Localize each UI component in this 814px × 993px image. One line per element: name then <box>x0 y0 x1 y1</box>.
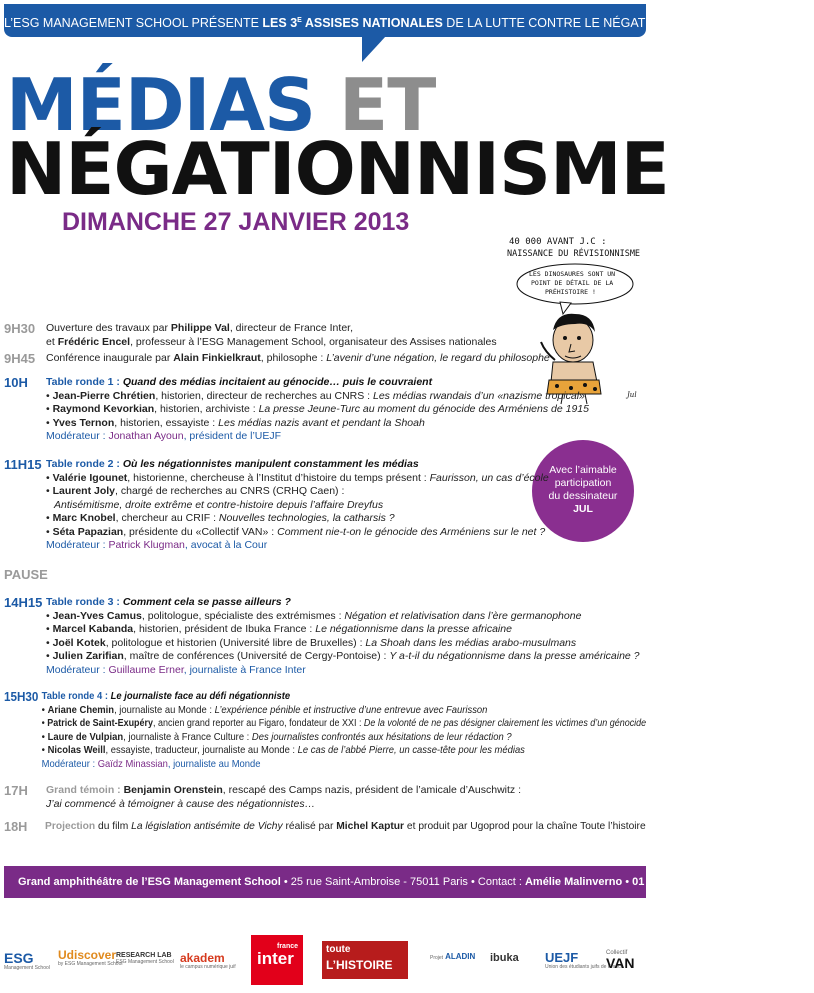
speaker: Julien Zarifian <box>52 650 124 662</box>
text: , philosophe : <box>260 352 327 364</box>
logo-akadem <box>180 952 236 970</box>
talk-title: Négation et relativisation dans l’ère germanophone <box>344 609 582 622</box>
logo-toute-text: toute <box>326 944 351 955</box>
circle-line-1: Avec l’aimable <box>549 464 617 476</box>
speaker: Philippe Val <box>170 322 230 334</box>
pause-label: PAUSE <box>4 567 48 582</box>
text: , chargé de recherches au CNRS (CRHQ Caen) : <box>115 485 345 497</box>
text: et produit par Ugoprod pour la chaîne Toute l’histoire <box>404 820 646 832</box>
director: Michel Kaptur <box>336 820 405 832</box>
banner-text-1: L’ESG MANAGEMENT SCHOOL PRÉSENTE <box>4 16 263 31</box>
roundtable-label: Table ronde 4 : <box>41 690 111 702</box>
logo-van-sub: Collectif <box>606 950 628 956</box>
talk-title: Les médias nazis avant et pendant la Shoah <box>218 416 425 429</box>
banner-tail <box>362 36 386 62</box>
bubble-line-1: LES DINOSAURES SONT UN <box>529 270 616 278</box>
email-link[interactable]: amalinverno@esg.fr <box>715 876 814 888</box>
logo-ibuka <box>490 953 519 964</box>
logo-udiscover-text: Udiscover <box>58 948 117 962</box>
time-1530: 15H30 <box>4 689 39 704</box>
logo-inter-text: inter <box>257 949 294 968</box>
moderator-label: Modérateur : <box>46 430 109 442</box>
moderator-name: Gaïdz Minassian <box>97 757 168 770</box>
speaker: Joël Kotek <box>52 636 106 649</box>
talk-title: La presse Jeune-Turc au moment du génocide des Arméniens de 1915 <box>258 403 589 415</box>
speaker: Jean-Pierre Chrétien <box>52 389 156 402</box>
talk-title: Le négationnisme dans la presse africaine <box>315 623 512 635</box>
logo-esg <box>4 951 50 971</box>
talk-title: L’avenir d’une négation, le regard du philosophe <box>326 352 550 364</box>
event-date: DIMANCHE 27 JANVIER 2013 <box>62 208 410 236</box>
speaker: Patrick de Saint-Exupéry <box>47 718 154 729</box>
logo-akadem-sub: le campus numérique juif <box>180 964 236 970</box>
separator: • <box>622 876 633 888</box>
separator: • <box>705 876 716 888</box>
contact-name: Amélie Malinverno <box>524 876 623 888</box>
text: , historien, essayiste : <box>114 416 219 429</box>
address: • 25 rue Saint-Ambroise - 75011 Paris • Contact : <box>280 876 525 888</box>
talk-title: De la volonté de ne pas désigner clairement les victimes d’un génocide <box>363 718 647 729</box>
logo-akadem-text: akadem <box>180 951 225 965</box>
text: Conférence inaugurale par <box>46 352 174 364</box>
moderator-label: Modérateur : <box>46 663 109 676</box>
speaker: Nicolas Weill <box>47 744 106 756</box>
logo-toute-lhistoire <box>322 941 408 979</box>
speaker: Raymond Kevorkian <box>52 403 155 415</box>
speaker: Ariane Chemin <box>47 703 115 716</box>
logo-aladin-text: ALADIN <box>445 952 476 961</box>
bubble-line-3: PRÉHISTOIRE ! <box>545 288 596 296</box>
text: , journaliste au Monde : <box>114 703 215 716</box>
phone: 01 53 36 44 27 <box>632 876 706 888</box>
roundtable-title: Le journaliste face au défi négationniste <box>110 690 291 702</box>
text: , professeur à l’ESG Management School, organisateur des Assises nationales <box>130 335 497 348</box>
time-1115: 11H15 <box>4 457 42 472</box>
logo-uejf-sub: Union des étudiants juifs de France <box>545 964 624 970</box>
roundtable-label: Table ronde 3 : <box>46 596 123 608</box>
moderator-label: Modérateur : <box>41 757 98 770</box>
logo-aladin <box>430 953 475 961</box>
speaker: Laure de Vulpian <box>47 730 124 743</box>
title-et: ET <box>339 63 436 147</box>
logo-research-text: RESEARCH LAB <box>116 952 172 959</box>
title-medias: MÉDIAS <box>6 63 315 147</box>
bubble-line-2: POINT DE DÉTAIL DE LA <box>531 279 614 287</box>
partner-logos <box>0 935 650 990</box>
talk-title: Faurisson, un cas d’école <box>429 471 549 484</box>
speaker: Marcel Kabanda <box>52 623 134 635</box>
text: , essayiste, traducteur, journaliste au Monde : <box>105 744 298 756</box>
header-banner <box>4 4 708 37</box>
logo-udiscover-sub: by ESG Management School <box>58 961 123 967</box>
title-line-2: NÉGATIONNISME <box>6 127 669 211</box>
venue: Grand amphithéâtre de l’ESG Management School <box>18 876 281 888</box>
moderator-name: Guillaume Erner <box>108 663 184 676</box>
text: , historienne, chercheuse à l’Institut d’histoire du temps présent : <box>127 471 430 484</box>
text: , maître de conférences (Université de Cergy-Pontoise) : <box>123 650 390 662</box>
circle-line-2: participation <box>554 477 612 489</box>
talk-title: Le cas de l’abbé Pierre, un casse-tête pour les médias <box>297 744 525 756</box>
speaker: Benjamin Orenstein <box>123 784 223 796</box>
roundtable-title: Comment cela se passe ailleurs ? <box>122 596 291 608</box>
text: , chercheur au CRIF : <box>115 512 219 524</box>
time-1700: 17H <box>4 783 28 798</box>
roundtable-title: Quand des médias incitaient au génocide… puis le couvraient <box>122 376 433 388</box>
venue-contact-bar <box>4 866 814 898</box>
logo-esg-text: ESG <box>4 950 34 966</box>
logo-uejf-text: UEJF <box>545 950 579 965</box>
moderator-label: Modérateur : <box>46 539 109 551</box>
text: , historien, directeur de recherches au CNRS : <box>155 389 373 402</box>
logo-van-text: VAN <box>606 955 635 971</box>
speaker: Alain Finkielkraut <box>173 352 261 364</box>
roundtable-label: Table ronde 2 : <box>46 458 123 470</box>
label: Grand témoin : <box>46 784 124 796</box>
talk-title: La Shoah dans les médias arabo-musulmans <box>365 636 577 649</box>
moderator-role: , journaliste au Monde <box>167 757 261 770</box>
text: réalisé par <box>282 820 337 832</box>
time-0945: 9H45 <box>4 351 36 366</box>
logo-histoire-text: L’HISTOIRE <box>326 958 393 972</box>
text: , historien, archiviste : <box>154 403 259 415</box>
time-0930: 9H30 <box>4 321 36 336</box>
time-1000: 10H <box>4 375 28 390</box>
logo-research-lab <box>116 952 174 965</box>
logo-aladin-sub: Projet <box>430 955 444 961</box>
text: , ancien grand reporter au Figaro, fondateur de XXI : <box>153 718 364 729</box>
talk-title: Y a-t-il du négationnisme dans la presse américaine ? <box>389 650 640 662</box>
circle-line-3: du dessinateur <box>548 490 618 502</box>
talk-title: Antisémitisme, droite extrême et contre-histoire depuis l’affaire Dreyfus <box>54 498 384 511</box>
cartoon-caption-1: 40 000 AVANT J.C : <box>509 237 607 247</box>
logo-france-inter <box>251 935 303 985</box>
cartoon-caption-2: NAISSANCE DU RÉVISIONNISME <box>507 249 641 259</box>
circle-name: JUL <box>573 503 593 515</box>
film-title: La législation antisémite de Vichy <box>131 820 283 832</box>
banner-sup: E <box>297 17 302 24</box>
text: du film <box>95 820 132 832</box>
moderator-name: Jonathan Ayoun <box>108 430 184 442</box>
text: , politologue et historien (Université libre de Bruxelles) : <box>105 636 366 649</box>
roundtable-title: Où les négationnistes manipulent constamment les médias <box>122 458 419 470</box>
moderator-name: Patrick Klugman <box>108 539 185 551</box>
text: et <box>46 335 58 348</box>
text: , historien, président de Ibuka France : <box>133 623 316 635</box>
speaker: Frédéric Encel <box>57 335 131 348</box>
talk-title: L’expérience pénible et instructive d’une entrevue avec Faurisson <box>214 703 488 716</box>
talk-title: Des journalistes confrontés aux hésitations de leur rédaction ? <box>251 730 512 743</box>
banner-text-3: ASSISES NATIONALES <box>301 16 443 31</box>
time-1415: 14H15 <box>4 595 43 610</box>
speaker: Marc Knobel <box>52 512 116 524</box>
speaker: Yves Ternon <box>52 416 115 429</box>
moderator-role: , journaliste à France Inter <box>183 663 306 676</box>
logo-udiscover <box>58 949 122 967</box>
logo-ibuka-text: ibuka <box>490 952 519 964</box>
speaker: Séta Papazian <box>52 525 124 538</box>
logo-collectif-van <box>606 949 635 970</box>
banner-text-4: DE LA LUTTE CONTRE LE NÉGATIONNISME <box>442 16 708 31</box>
time-1800: 18H <box>4 819 28 834</box>
text: , directeur de France Inter, <box>229 322 353 334</box>
cartoon-signature: Jul <box>627 391 637 399</box>
moderator-role: , président de l’UEJF <box>183 430 282 442</box>
label: Projection <box>45 820 96 832</box>
talk-title: Nouvelles technologies, la catharsis ? <box>218 512 395 524</box>
text: , rescapé des Camps nazis, président de l’amicale d’Auschwitz : <box>222 784 522 796</box>
text: Ouverture des travaux par <box>46 322 171 334</box>
talk-title: Comment nie-t-on le génocide des Arméniens sur le net ? <box>277 525 546 538</box>
roundtable-label: Table ronde 1 : <box>46 376 123 388</box>
talk-title: J’ai commencé à témoigner à cause des négationnistes… <box>46 797 316 810</box>
speaker: Jean-Yves Camus <box>52 609 142 622</box>
logo-research-sub: ESG Management School <box>116 959 174 965</box>
banner-text-2: LES 3 <box>262 16 298 31</box>
text: , présidente du «Collectif VAN» : <box>123 525 278 538</box>
text: , journaliste à France Culture : <box>123 730 252 743</box>
logo-inter-small: france <box>277 943 299 950</box>
text: , politologue, spécialiste des extrémismes : <box>141 609 345 622</box>
logo-esg-sub: Management School <box>4 965 50 971</box>
speaker: Valérie Igounet <box>52 471 128 484</box>
speaker: Laurent Joly <box>52 485 116 497</box>
talk-title: Les médias rwandais d’un «nazisme tropical» <box>373 389 585 402</box>
moderator-role: , avocat à la Cour <box>184 539 268 551</box>
